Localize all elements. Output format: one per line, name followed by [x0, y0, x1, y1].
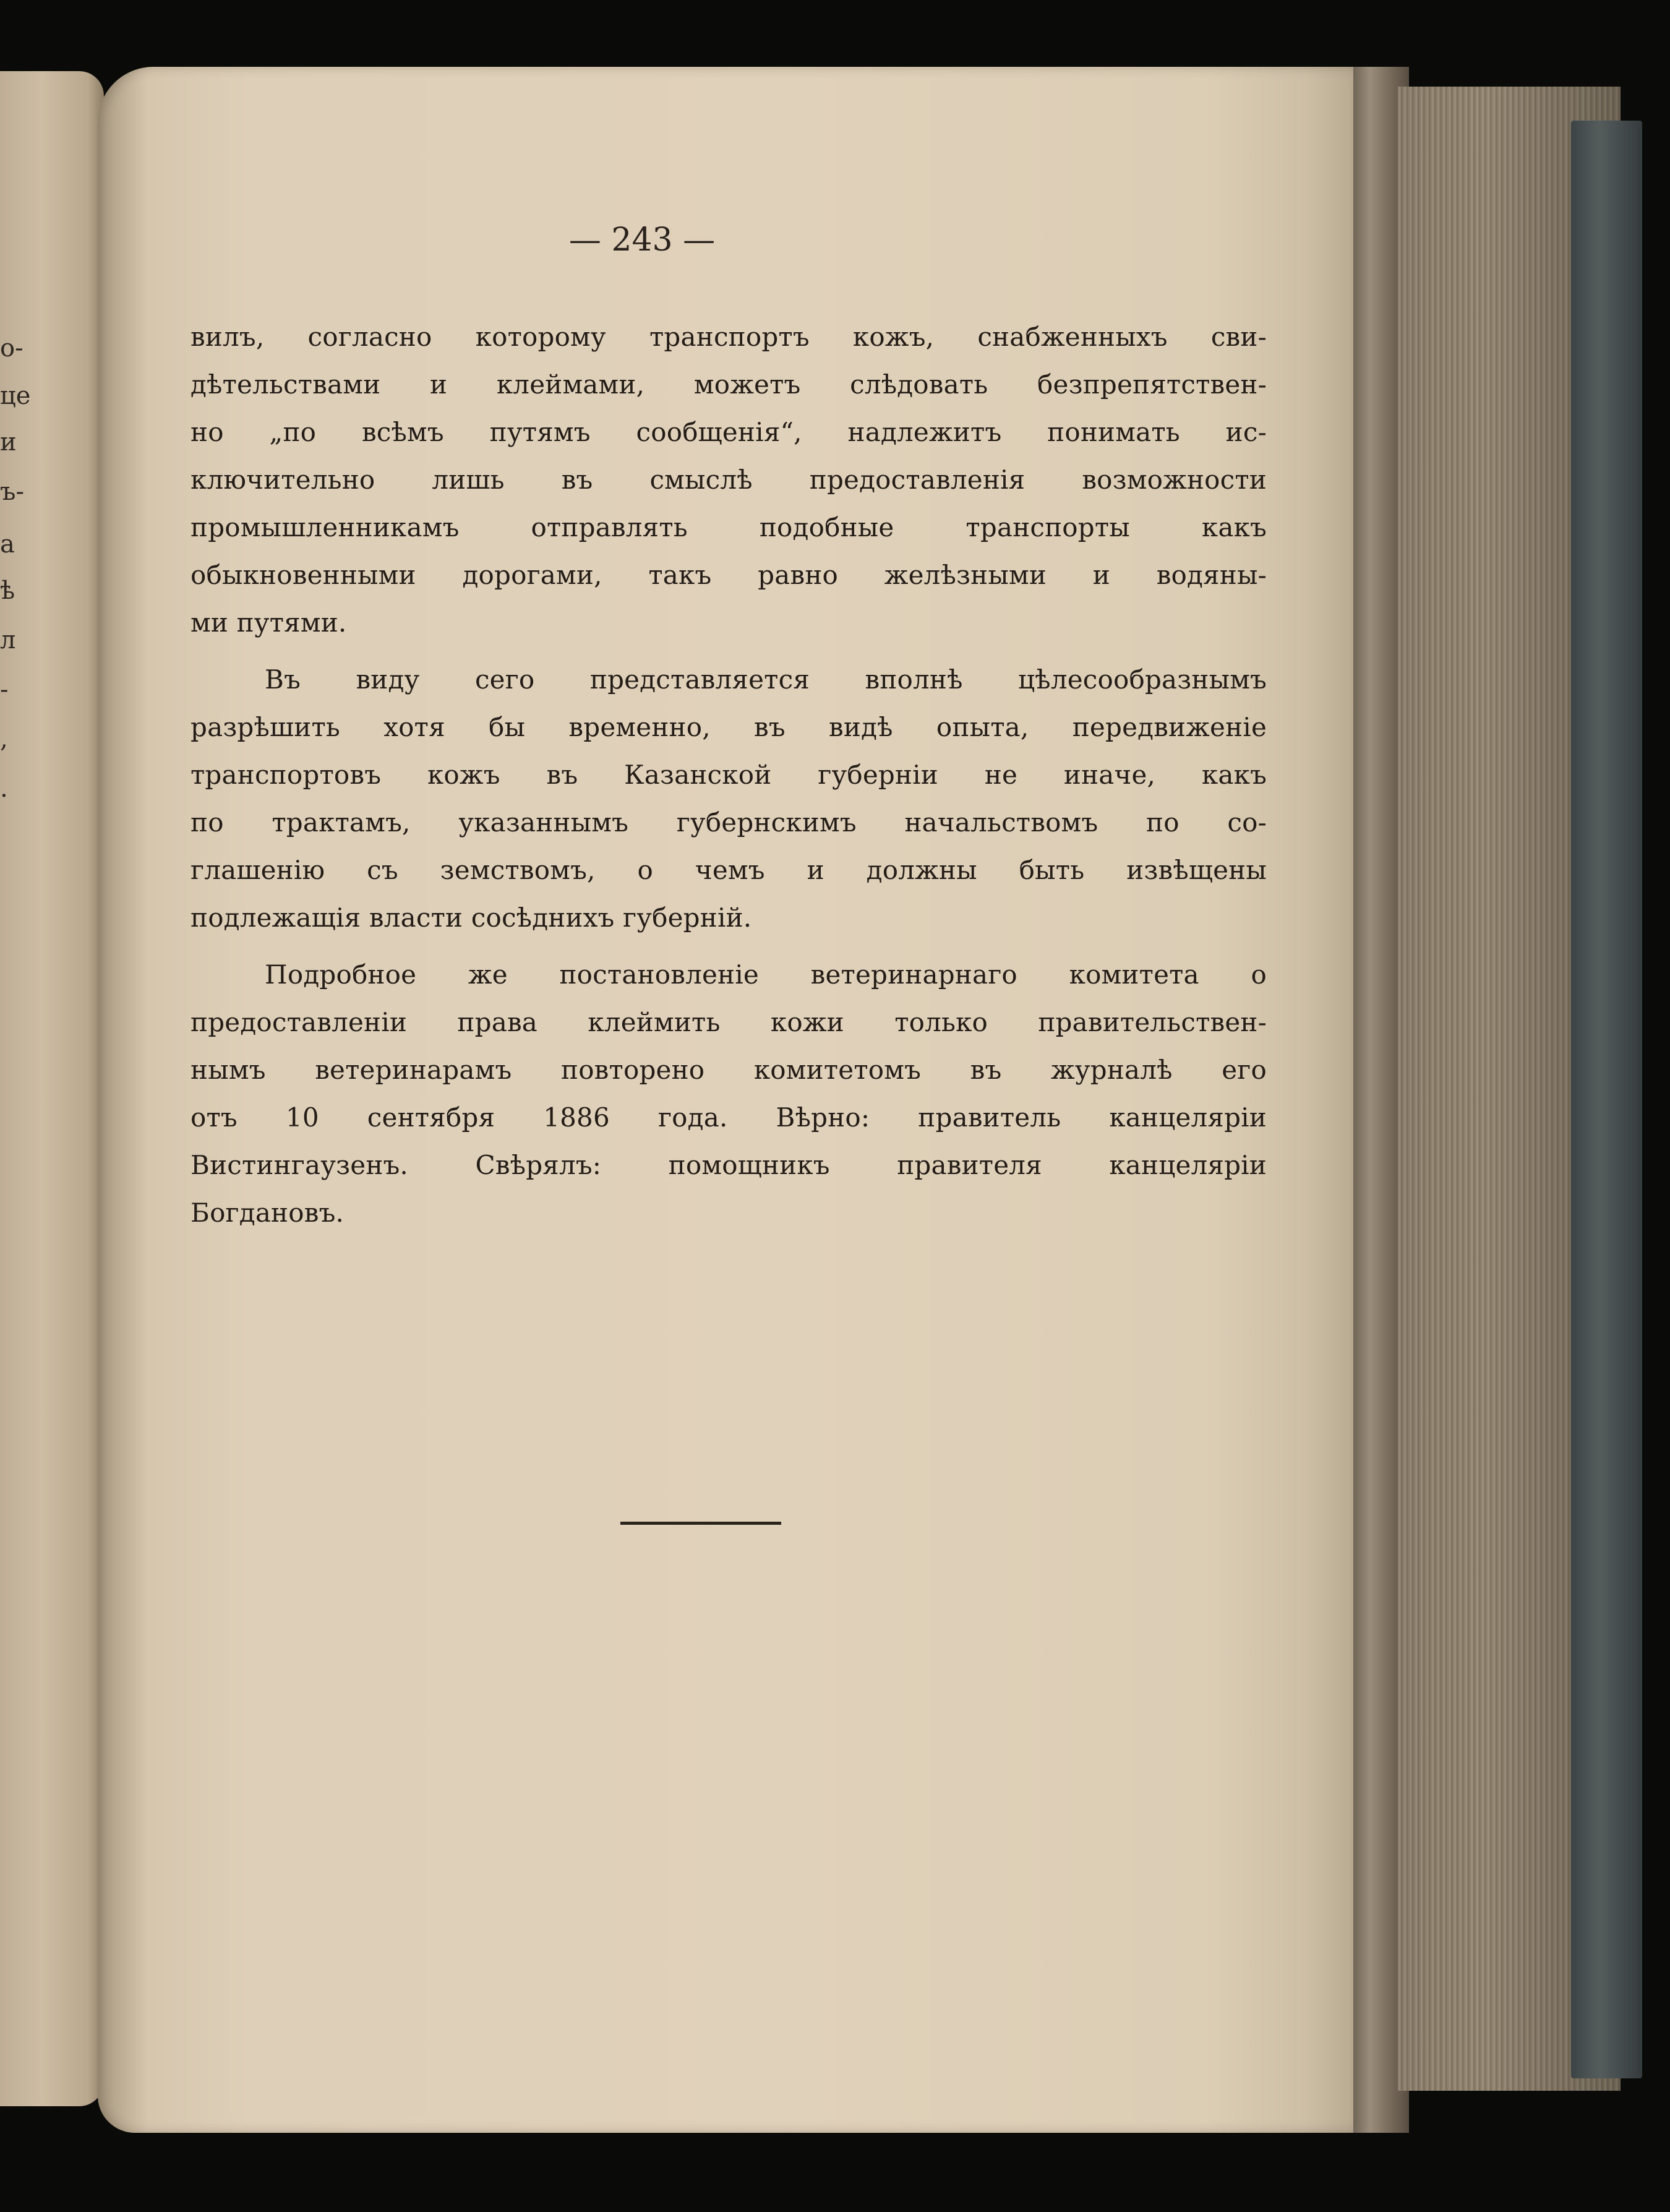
left-page-fragment: це: [0, 382, 31, 410]
text-line: разрѣшить хотя бы временно, въ видѣ опыта, передвиженіе: [191, 712, 1267, 742]
text-line: транспортовъ кожъ въ Казанской губерніи не иначе, какъ: [191, 760, 1267, 790]
text-line: Богдановъ.: [191, 1198, 345, 1228]
left-page-fragment: .: [0, 774, 8, 803]
left-page-fragment: ,: [0, 725, 8, 753]
text-line: глашенію съ земствомъ, о чемъ и должны быть извѣщены: [191, 855, 1267, 885]
left-page-fragment: о-: [0, 334, 24, 362]
text-line: по трактамъ, указаннымъ губернскимъ начальствомъ по со-: [191, 807, 1267, 838]
left-page-fragment: и: [0, 428, 17, 457]
text-line: Въ виду сего представляется вполнѣ цѣлесообразнымъ: [265, 664, 1267, 695]
left-page-fragment: а: [0, 530, 15, 559]
text-line: но „по всѣмъ путямъ сообщенія“, надлежитъ понимать ис-: [191, 417, 1267, 447]
text-line: Вистингаузенъ. Свѣрялъ: помощникъ правителя канцеляріи: [191, 1150, 1267, 1180]
left-page-fragment: ѣ: [0, 577, 15, 605]
text-line: вилъ, согласно которому транспортъ кожъ, снабженныхъ сви-: [191, 322, 1267, 352]
text-line: дѣтельствами и клеймами, можетъ слѣдовать безпрепятствен-: [191, 369, 1267, 400]
left-facing-page: [0, 71, 104, 2106]
text-line: обыкновенными дорогами, такъ равно желѣзными и водяны-: [191, 560, 1267, 590]
left-page-fragment: ъ-: [0, 478, 24, 506]
text-line: Подробное же постановленіе ветеринарнаго комитета о: [265, 959, 1267, 990]
text-line: предоставленіи права клеймить кожи только правительствен-: [191, 1007, 1267, 1037]
page-number: — 243 —: [568, 221, 716, 259]
text-line: отъ 10 сентября 1886 года. Вѣрно: правитель канцеляріи: [191, 1102, 1267, 1133]
left-page-fragment: л: [0, 626, 16, 654]
book-page: [98, 67, 1356, 2133]
text-line: подлежащія власти сосѣднихъ губерній.: [191, 902, 752, 933]
page-body: [191, 313, 1267, 1237]
closing-rule: [620, 1522, 781, 1525]
text-line: ми путями.: [191, 607, 347, 638]
book-cover-edge: [1571, 121, 1642, 2078]
text-line: нымъ ветеринарамъ повторено комитетомъ въ журналѣ его: [191, 1055, 1267, 1085]
text-line: промышленникамъ отправлять подобные транспорты какъ: [191, 512, 1267, 542]
text-line: ключительно лишь въ смыслѣ предоставленія возможности: [191, 465, 1267, 495]
left-page-fragment: -: [0, 675, 9, 704]
